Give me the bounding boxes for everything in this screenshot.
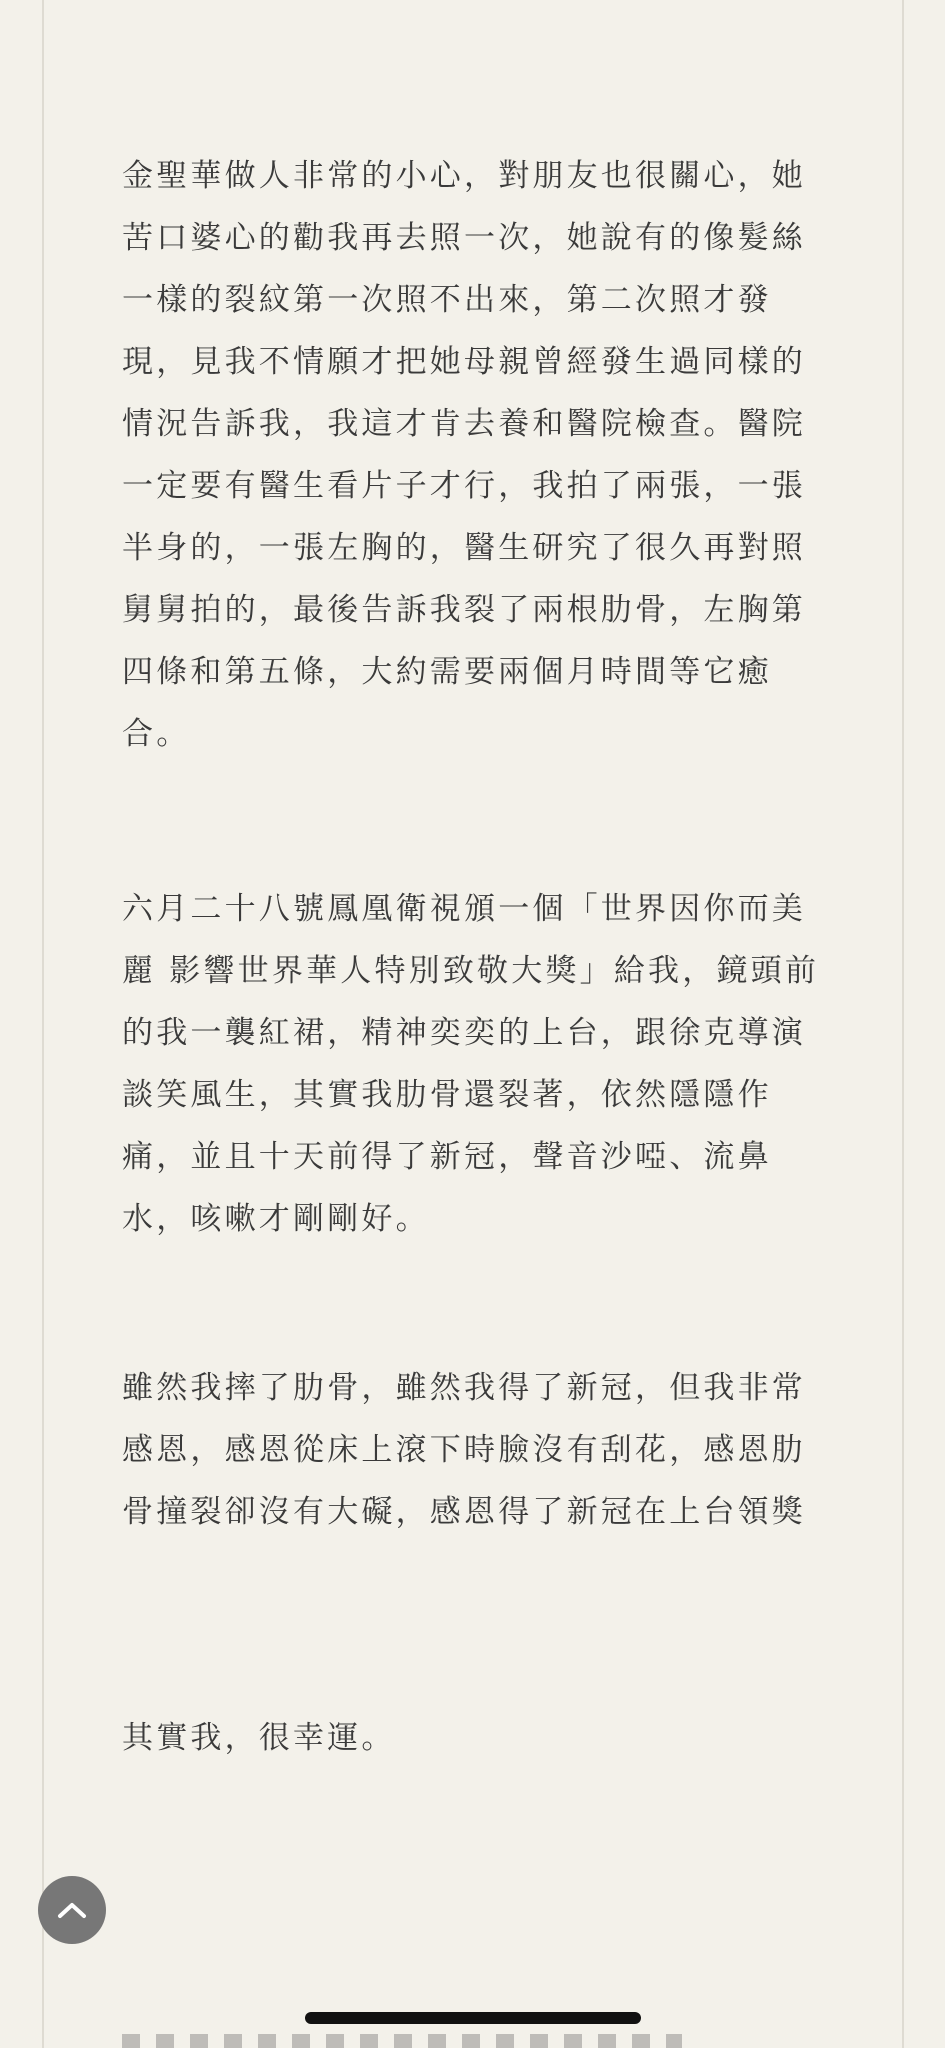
paragraph-2: 六月二十八號鳳凰衛視頒一個「世界因你而美麗 影響世界華人特別致敬大獎」給我，鏡頭前的我一襲紅裙，精神奕奕的上台，跟徐克導演談笑風生，其實我肋骨還裂著，依然隱隱作痛，並且十天前得了新冠，聲音沙啞、流鼻水，咳嗽才剛剛好。 [122, 891, 820, 1237]
paragraph-3: 雖然我摔了肋骨，雖然我得了新冠，但我非常感恩，感恩從床上滾下時臉沒有刮花，感恩肋骨撞裂卻沒有大礙，感恩得了新冠在上台領獎 [122, 1370, 806, 1530]
next-paragraph-cutoff [122, 2028, 682, 2048]
scroll-to-top-button[interactable] [38, 1876, 106, 1944]
left-margin-rule [42, 0, 44, 2048]
paragraph-1: 金聖華做人非常的小心，對朋友也很關心，她苦口婆心的勸我再去照一次，她說有的像髮絲一樣的裂紋第一次照不出來，第二次照才發現，見我不情願才把她母親曾經發生過同樣的情況告訴我，我這才肯去養和醫院檢查。醫院一定要有醫生看片子才行，我拍了兩張，一張半身的，一張左胸的，醫生研究了很久再對照舅舅拍的，最後告訴我裂了兩根肋骨，左胸第四條和第五條，大約需要兩個月時間等它癒合。 [122, 158, 806, 752]
chevron-up-icon [57, 1901, 87, 1919]
right-margin-rule [902, 0, 904, 2048]
paragraph-4: 其實我，很幸運。 [122, 1720, 396, 1756]
home-indicator[interactable] [305, 2012, 641, 2024]
